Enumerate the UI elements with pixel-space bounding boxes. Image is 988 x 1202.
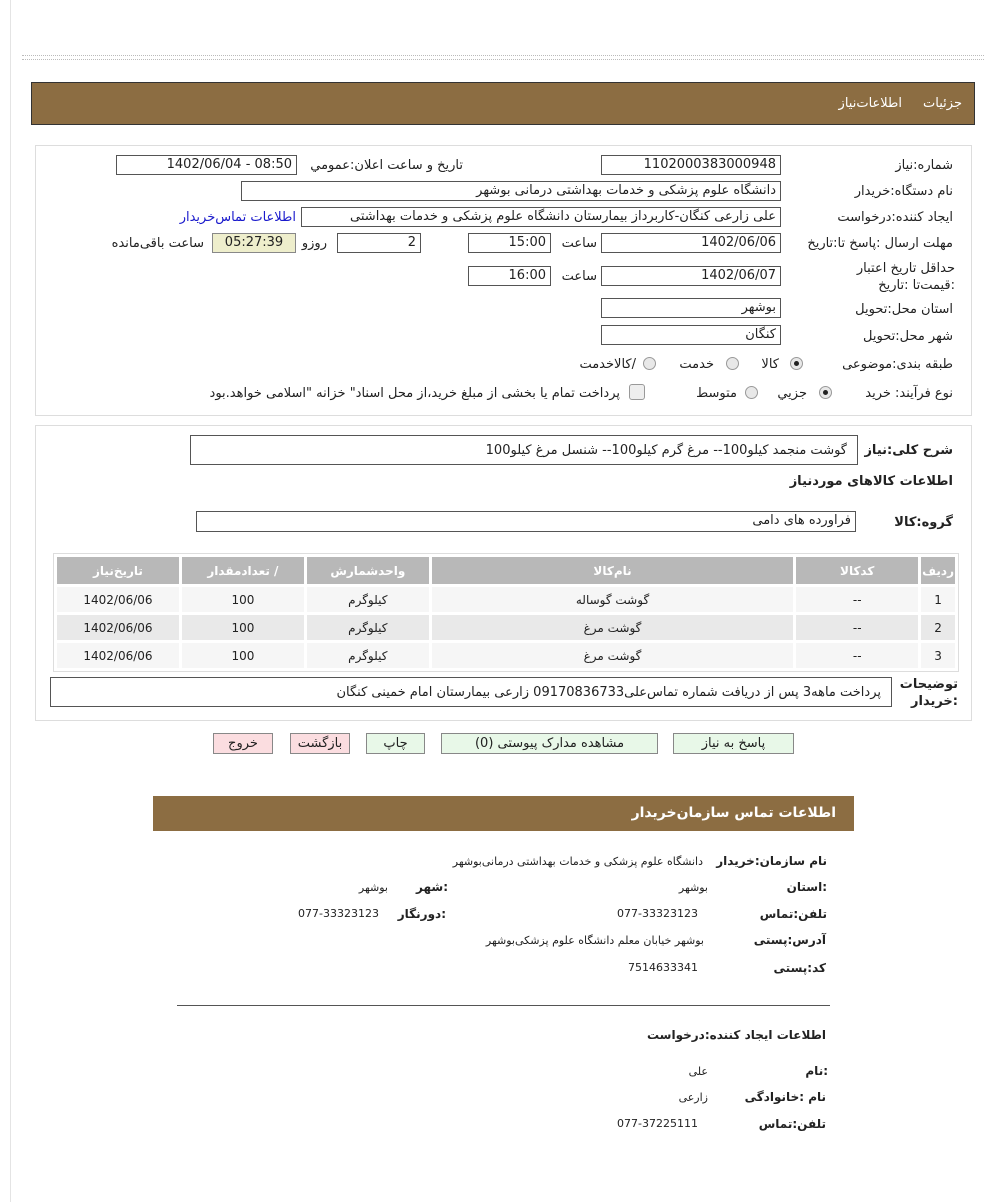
city-label: شهر محل:تحویل (863, 329, 953, 344)
back-button[interactable]: بازگشت (290, 733, 350, 754)
table-cell: کیلوگرم (307, 643, 429, 668)
table-cell: کیلوگرم (307, 615, 429, 640)
announce-field[interactable]: 1402/06/04 - 08:50 (116, 155, 297, 175)
category-service-label: خدمت (679, 357, 714, 372)
left-border (10, 0, 11, 1202)
deadline-time-field[interactable]: 15:00 (468, 233, 551, 253)
announce-label: تاريخ و ساعت اعلان:عمومي (310, 158, 463, 173)
table-cell: 1402/06/06 (57, 587, 179, 612)
need-number-field[interactable]: 1102000383000948 (601, 155, 781, 175)
creator-info-title: اطلاعات ایجاد کننده:درخواست (646, 1028, 826, 1042)
city-field[interactable]: کنگان (601, 325, 781, 345)
fax-label: :دورنگار (397, 907, 446, 921)
org-value: دانشگاه علوم پزشکی و خدمات بهداشتی درمانی‌بوشهر (452, 855, 703, 868)
table-row (57, 615, 955, 640)
table-cell: 3 (921, 643, 955, 668)
process-medium-label: متوسط (696, 386, 737, 401)
tab-details[interactable]: جزئیات (923, 96, 962, 111)
city-value: بوشهر (358, 881, 388, 894)
column-header: کدکالا (796, 557, 918, 584)
tab-need-info[interactable]: اطلاعات‌نیاز (838, 96, 902, 111)
validity-time-field[interactable]: 16:00 (468, 266, 551, 286)
address-value: بوشهر خیابان معلم دانشگاه علوم پزشکی‌بوشهر (485, 934, 704, 947)
process-medium-radio[interactable] (745, 386, 758, 399)
contact-header (153, 796, 854, 831)
category-goods-label: کالا (761, 357, 779, 372)
process-label: نوع فرآیند: خرید (865, 386, 953, 401)
validity-hour-label: ساعت (561, 269, 597, 284)
contact-divider (177, 1005, 830, 1006)
postal-value: 7514633341 (628, 961, 698, 974)
table-cell: گوشت مرغ (432, 615, 793, 640)
table-cell: 100 (182, 587, 304, 612)
table-cell: -- (796, 587, 918, 612)
column-header: نام‌کالا (432, 557, 793, 584)
header-bar (31, 82, 975, 125)
summary-label: شرح کلی:نیاز (864, 443, 953, 458)
deadline-hour-label: ساعت (561, 236, 597, 251)
table-cell: 1 (921, 587, 955, 612)
name-label: :نام (805, 1064, 828, 1078)
reply-button[interactable]: پاسخ به نیاز (673, 733, 794, 754)
postal-label: کد:پستی (773, 961, 826, 975)
notes-label: توضیحات :خریدار (899, 677, 958, 709)
table-cell: گوشت گوساله (432, 587, 793, 612)
notes-field[interactable]: پرداخت ماهه3 پس از دریافت شماره تماس‌علی09170836733 زارعی بیمارستان امام خمینی کنگان (50, 677, 892, 707)
column-header: ردیف (921, 557, 955, 584)
days-label: روزو (301, 236, 327, 251)
items-table-wrap (53, 553, 959, 672)
creator-field[interactable]: علی زارعی کنگان-کاربرداز بیمارستان دانشگاه علوم پزشکی و خدمات بهداشتی (301, 207, 781, 227)
table-cell: 100 (182, 643, 304, 668)
table-cell: -- (796, 615, 918, 640)
deadline-label: مهلت ارسال :پاسخ تا:تاریخ (807, 236, 953, 251)
buyer-label: نام دستگاه:خريدار (854, 184, 953, 199)
fax-value: 077-33323123 (298, 907, 379, 920)
treasury-checkbox[interactable] (629, 384, 645, 400)
validity-label: حداقل تاریخ اعتبار :قیمت‌تا :تاریخ (856, 261, 955, 293)
group-label: گروه:کالا (894, 515, 953, 530)
print-button[interactable]: چاپ (366, 733, 425, 754)
table-cell: گوشت مرغ (432, 643, 793, 668)
family-value: زارعی (678, 1091, 708, 1104)
category-goods-radio[interactable] (790, 357, 803, 370)
address-label: آدرس:پستی (753, 933, 826, 947)
creator-phone-value: 077-37225111 (617, 1117, 698, 1130)
province-value: بوشهر (678, 881, 708, 894)
contact-title: اطلاعات تماس سازمان‌خریدار (631, 805, 836, 821)
category-both-label: /کالاخدمت (579, 357, 636, 372)
remaining-label: ساعت باقی‌مانده (111, 236, 204, 251)
items-table (54, 554, 958, 671)
category-service-radio[interactable] (726, 357, 739, 370)
column-header: / تعدادمقدار (182, 557, 304, 584)
name-value: علی (688, 1065, 708, 1078)
top-divider (22, 55, 984, 60)
buyer-contact-link[interactable]: اطلاعات تماس‌خریدار (179, 210, 296, 225)
column-header: واحدشمارش (307, 557, 429, 584)
province-label: :استان (786, 880, 827, 894)
attachments-button[interactable]: مشاهده مدارک پیوستی (0) (441, 733, 658, 754)
exit-button[interactable]: خروج (213, 733, 273, 754)
creator-phone-label: تلفن:تماس (758, 1117, 826, 1131)
phone-value: 077-33323123 (617, 907, 698, 920)
table-cell: کیلوگرم (307, 587, 429, 612)
table-cell: 2 (921, 615, 955, 640)
process-small-radio[interactable] (819, 386, 832, 399)
province-label: استان محل:تحویل (855, 302, 953, 317)
buyer-field[interactable]: دانشگاه علوم پزشکی و خدمات بهداشتی درمانی بوشهر (241, 181, 781, 201)
deadline-date-field[interactable]: 1402/06/06 (601, 233, 781, 253)
group-field[interactable]: فراورده های دامی (196, 511, 856, 532)
summary-field[interactable]: گوشت منجمد کیلو100-- مرغ گرم کیلو100-- شنسل مرغ کیلو100 (190, 435, 858, 465)
column-header: تاریخ‌نیاز (57, 557, 179, 584)
treasury-text: پرداخت تمام یا بخشی از مبلغ خرید،از محل اسناد" خزانه "اسلامی خواهد.بود (209, 386, 620, 401)
table-cell: -- (796, 643, 918, 668)
org-label: نام سازمان:خریدار (716, 854, 827, 868)
category-label: طبقه بندی:موضوعی (842, 357, 953, 372)
phone-label: تلفن:تماس (759, 907, 827, 921)
items-title: اطلاعات کالاهای مورد‌نیاز (789, 474, 953, 489)
validity-date-field[interactable]: 1402/06/07 (601, 266, 781, 286)
table-cell: 1402/06/06 (57, 615, 179, 640)
remaining-time: 05:27:39 (212, 233, 296, 253)
table-cell: 1402/06/06 (57, 643, 179, 668)
table-cell: 100 (182, 615, 304, 640)
category-both-radio[interactable] (643, 357, 656, 370)
need-number-label: شماره:نیاز (895, 158, 953, 173)
city-label: :شهر (416, 880, 448, 894)
creator-label: ایجاد کننده:درخواست (837, 210, 953, 225)
province-field[interactable]: بوشهر (601, 298, 781, 318)
process-small-label: جزيي (777, 386, 807, 401)
table-row (57, 643, 955, 668)
table-row (57, 587, 955, 612)
family-label: نام :خانوادگی (744, 1090, 826, 1104)
days-field[interactable]: 2 (337, 233, 421, 253)
